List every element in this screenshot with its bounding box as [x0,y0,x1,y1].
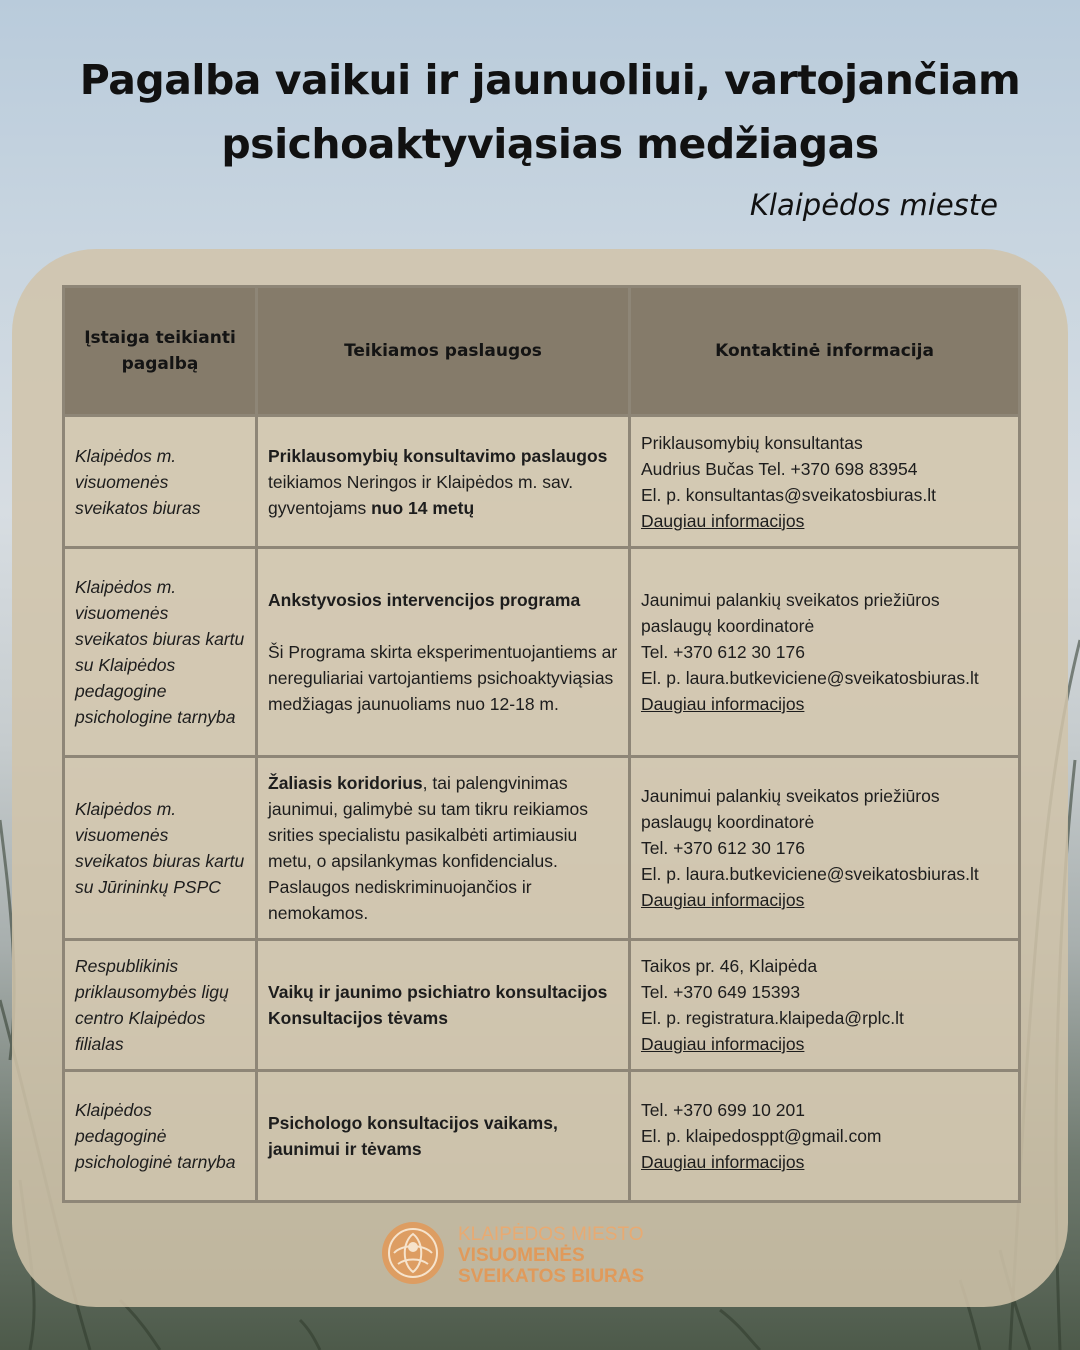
contact-email: El. p. laura.butkeviciene@sveikatosbiuras.lt [641,864,979,884]
service-cell [257,757,630,940]
service-title: Ankstyvosios intervencijos programa [268,590,581,610]
institution-cell: Klaipėdos pedagoginė psichologinė tarnyba [64,1071,257,1202]
contact-line: Tel. +370 612 30 176 [641,838,805,858]
table-row [64,1071,1020,1202]
header-services: Teikiamos paslaugos [257,287,630,416]
institution-cell: Respublikinis priklausomybės ligų centro Klaipėdos filialas [64,940,257,1071]
institution-cell: Klaipėdos m. visuomenės sveikatos biuras kartu su Jūrininkų PSPC [64,757,257,940]
table-row [64,416,1020,548]
contact-line: Tel. +370 612 30 176 [641,642,805,662]
service-text: , tai palengvinimas jaunimui, galimybė su tam tikru reikiamos srities specialistu pasikalbėti artimiausiu metu, o apsilankymas konfidencialus. Paslaugos nediskriminuojančios ir nemokamos. [268,773,588,923]
contact-line: Jaunimui palankių sveikatos priežiūros paslaugų koordinatorė [641,590,940,636]
service-title-2: Konsultacijos tėvams [268,1008,448,1028]
contact-email: El. p. klaipedosppt@gmail.com [641,1126,882,1146]
service-title: Žaliasis koridorius [268,773,423,793]
table-row [64,757,1020,940]
service-title: Vaikų ir jaunimo psichiatro konsultacijos [268,982,608,1002]
service-age: nuo 14 metų [371,497,475,518]
subtitle: Klaipėdos mieste [749,188,998,222]
contact-cell [630,940,1020,1071]
page-title [20,48,1080,176]
more-info-link[interactable]: Daugiau informacijos [641,1034,805,1054]
contact-line: Jaunimui palankių sveikatos priežiūros paslaugų koordinatorė [641,786,940,832]
logo-line-2: VISUOMENĖS [458,1245,585,1266]
contact-cell [630,1071,1020,1202]
contact-line: Priklausomybių konsultantas [641,432,863,453]
service-title: Psichologo konsultacijos vaikams, jaunimui ir tėvams [268,1113,558,1159]
more-info-link[interactable]: Daugiau informacijos [641,510,805,531]
header-contacts: Kontaktinė informacija [630,287,1020,416]
institution-cell: Klaipėdos m. visuomenės sveikatos biuras [64,416,257,548]
logo-line-3: SVEIKATOS BIURAS [458,1266,645,1287]
more-info-link[interactable]: Daugiau informacijos [641,694,805,714]
more-info-link[interactable]: Daugiau informacijos [641,890,805,910]
header-institution: Įstaiga teikianti pagalbą [64,287,257,416]
service-cell [257,940,630,1071]
logo-line-1: KLAIPĖDOS MIESTO [458,1224,644,1245]
contact-cell [630,757,1020,940]
contact-line: Audrius Bučas Tel. +370 698 83954 [641,458,918,479]
contact-email: El. p. registratura.klaipeda@rplc.lt [641,1008,904,1028]
service-text: teikiamos Neringos ir Klaipėdos m. sav. gyventojams [268,471,574,518]
contact-address: Taikos pr. 46, Klaipėda [641,956,818,976]
table-row [64,548,1020,757]
contact-line: Tel. +370 699 10 201 [641,1100,805,1120]
title-line-1: Pagalba vaikui ir jaunuoliui, vartojančiam [79,56,1021,104]
title-line-2: psichoaktyviąsias medžiagas [221,120,879,168]
contact-cell [630,416,1020,548]
contact-line: Tel. +370 649 15393 [641,982,801,1002]
service-title: Priklausomybių konsultavimo paslaugos [268,445,608,466]
contact-email: El. p. laura.butkeviciene@sveikatosbiuras.lt [641,668,979,688]
table-header-row [64,287,1020,416]
contact-cell [630,548,1020,757]
institution-cell: Klaipėdos m. visuomenės sveikatos biuras kartu su Klaipėdos pedagogine psichologine tarnyba [64,548,257,757]
spacer [268,613,618,639]
service-text: Ši Programa skirta eksperimentuojantiems ar nereguliariai vartojantiems psichoaktyviąsias medžiagas jaunuoliams nuo 12-18 m. [268,642,618,714]
contact-email: El. p. konsultantas@sveikatosbiuras.lt [641,484,936,505]
organization-logo [380,1220,680,1290]
services-table [62,285,1021,1203]
more-info-link[interactable]: Daugiau informacijos [641,1152,805,1172]
service-cell [257,416,630,548]
table-row [64,940,1020,1071]
service-cell [257,548,630,757]
service-cell [257,1071,630,1202]
logo-text [458,1224,644,1287]
sun-flower-icon [380,1220,446,1286]
